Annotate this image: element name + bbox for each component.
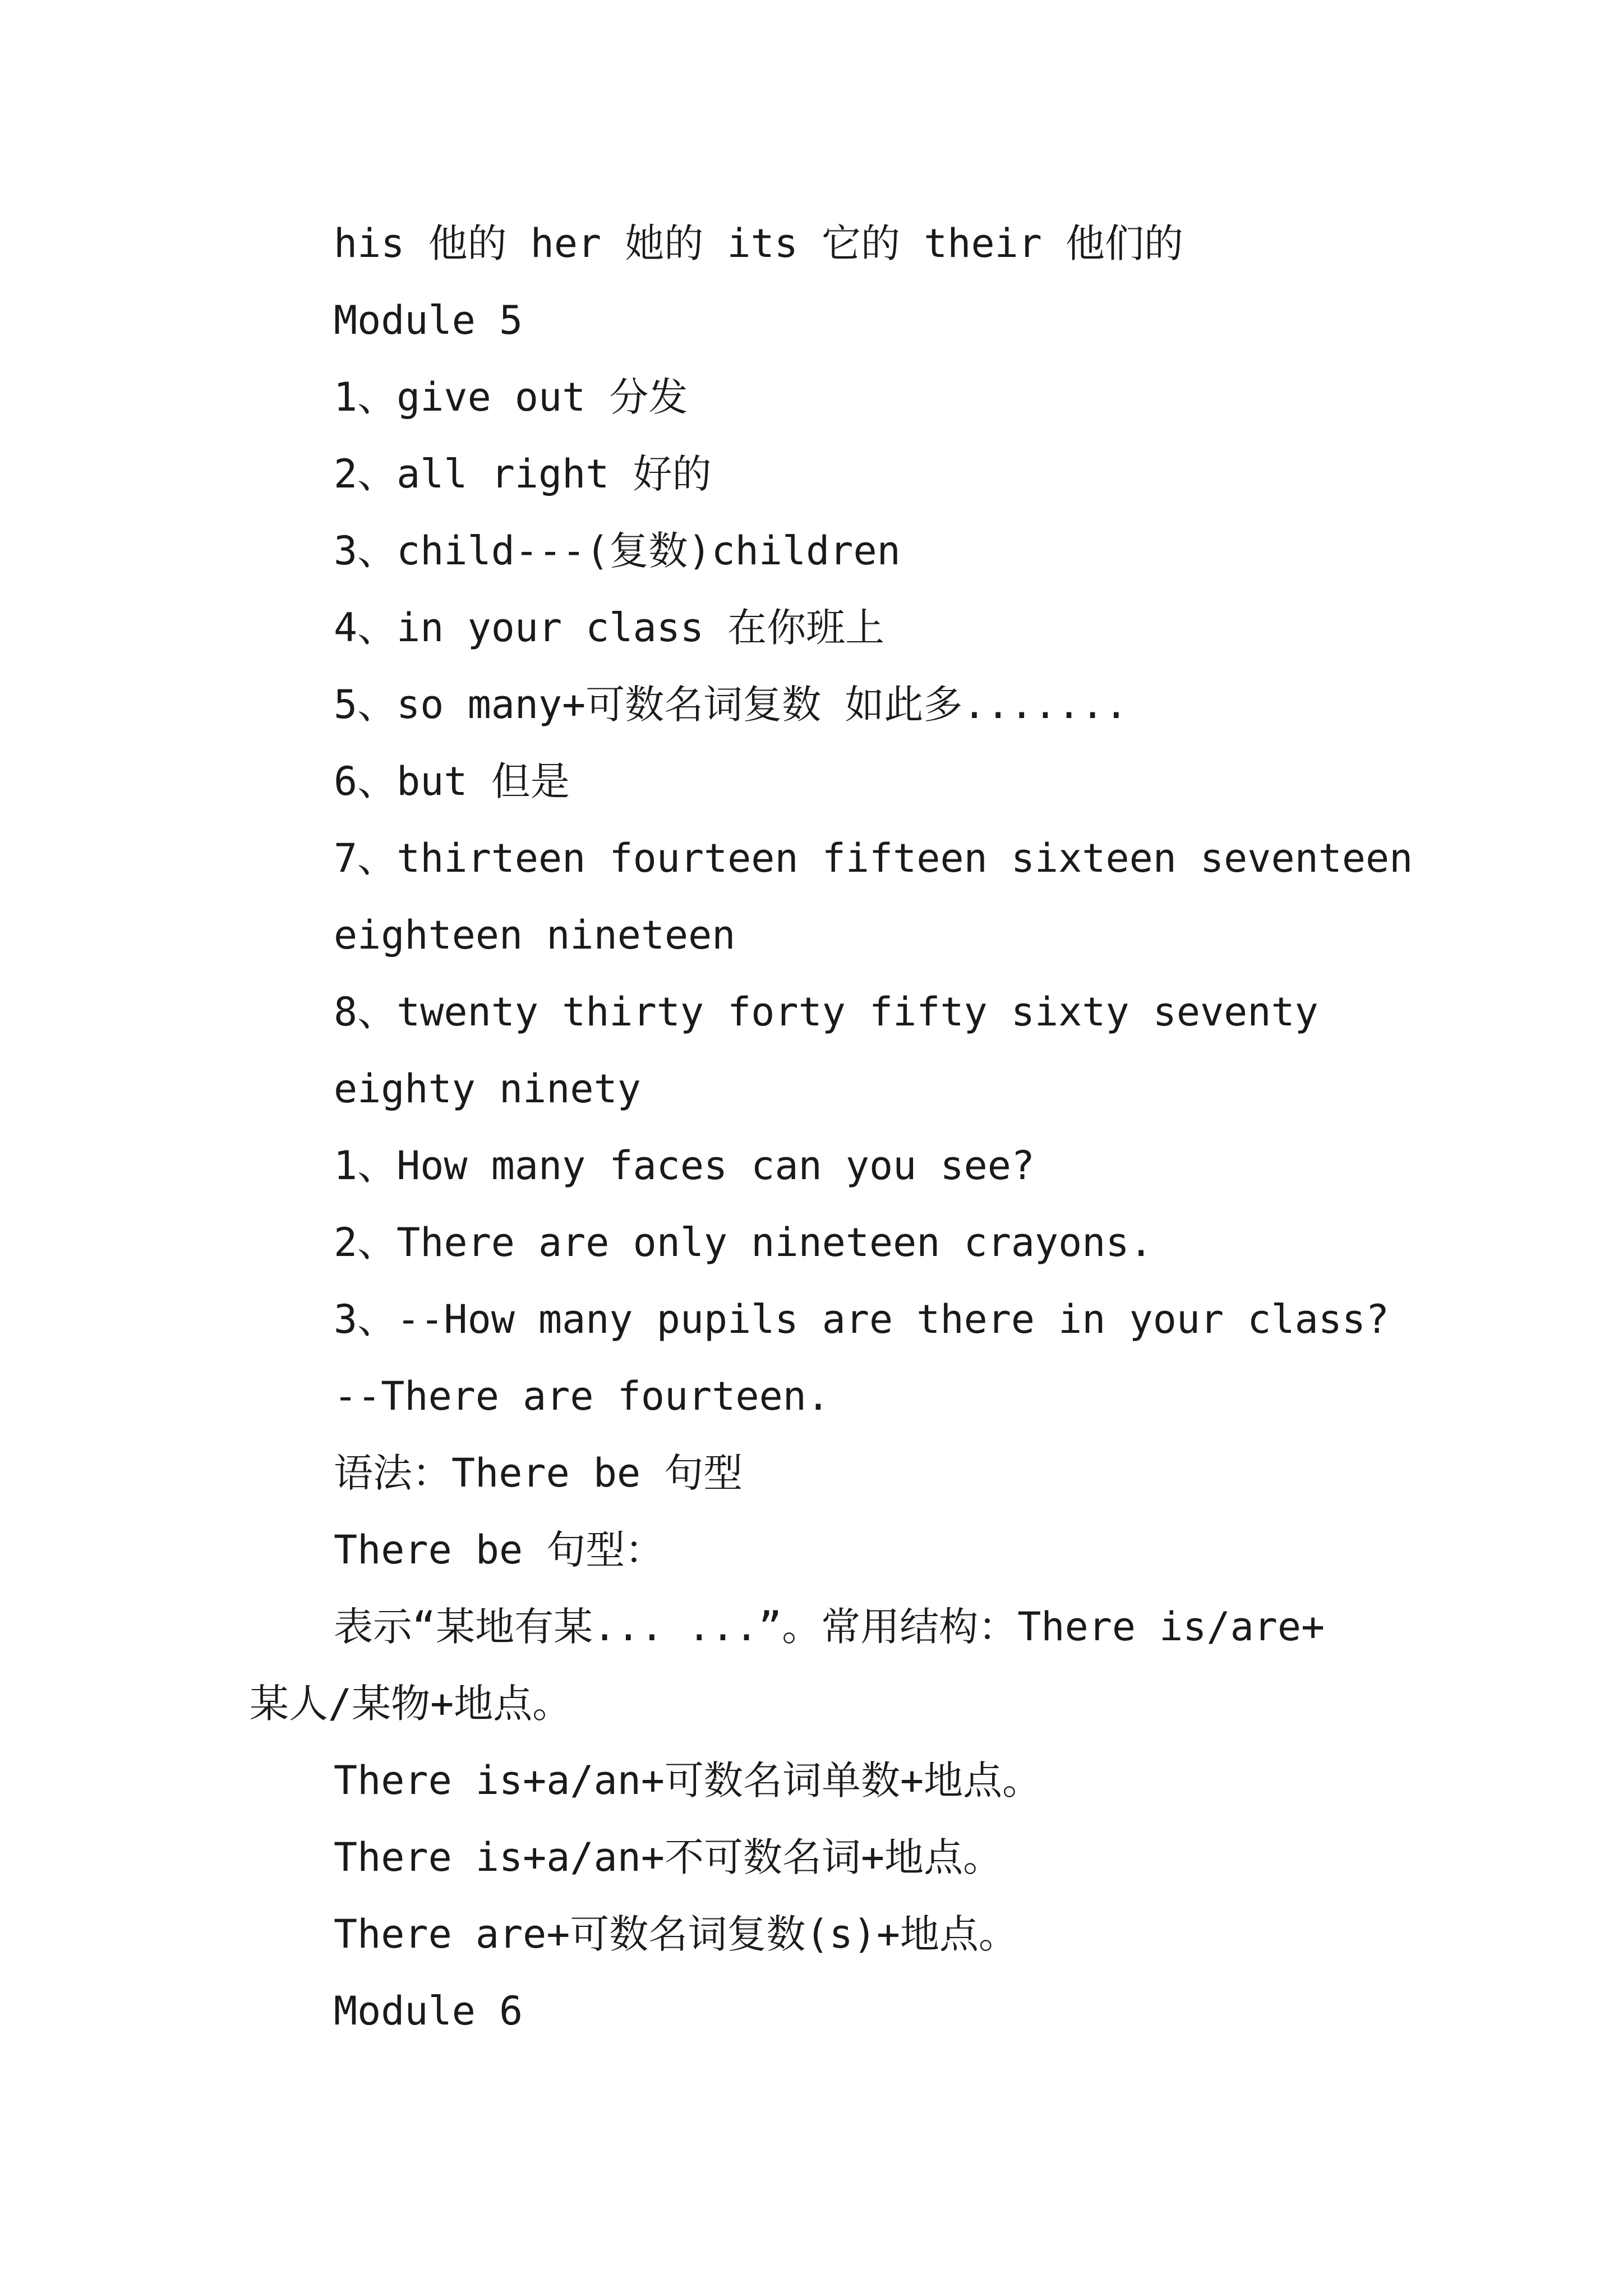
text-line: his 他的 her 她的 its 它的 their 他们的 (334, 220, 1184, 266)
module-heading: Module 6 (334, 1988, 523, 2034)
text-line-continuation: 某人/某物+地点。 (250, 1681, 572, 1727)
text-line: 5、so many+可数名词复数 如此多....... (334, 682, 1128, 728)
text-line: There is+a/an+可数名词单数+地点。 (334, 1757, 1042, 1803)
text-line: eighty ninety (334, 1066, 641, 1112)
text-line: eighteen nineteen (334, 912, 736, 958)
text-line: 3、child---(复数)children (334, 528, 901, 574)
text-line: 2、all right 好的 (334, 451, 712, 497)
text-line: --There are fourteen. (334, 1373, 831, 1419)
text-line: There be 句型： (334, 1527, 665, 1573)
text-line: 6、but 但是 (334, 758, 570, 804)
grammar-heading: 语法：There be 句型 (334, 1450, 743, 1496)
text-line: 3、--How many pupils are there in your class? (334, 1296, 1390, 1342)
text-line: 1、How many faces can you see? (334, 1143, 1035, 1189)
text-line: There are+可数名词复数(s)+地点。 (334, 1911, 1018, 1957)
text-line: 4、in your class 在你班上 (334, 605, 885, 651)
text-line: 1、give out 分发 (334, 374, 688, 420)
text-line: 表示“某地有某... ...”。常用结构：There is/are+ (334, 1604, 1325, 1650)
module-heading: Module 5 (334, 297, 523, 343)
text-line: 7、thirteen fourteen fifteen sixteen seventeen (334, 835, 1413, 881)
text-line: 2、There are only nineteen crayons. (334, 1220, 1153, 1266)
text-line: 8、twenty thirty forty fifty sixty seventy (334, 989, 1318, 1035)
text-line: There is+a/an+不可数名词+地点。 (334, 1834, 1003, 1880)
document-body (250, 205, 1413, 2050)
